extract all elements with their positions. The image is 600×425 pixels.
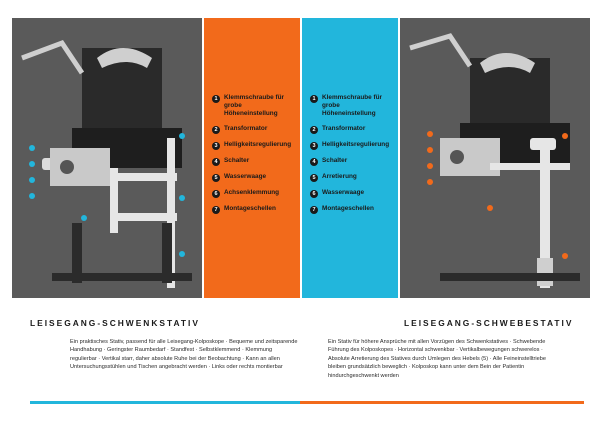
legend-number-badge: 1 <box>310 95 318 103</box>
legend-label: Helligkeitsregulierung <box>322 141 390 148</box>
swing-stand-photo <box>12 18 202 298</box>
legend-number-badge: 3 <box>212 142 220 150</box>
legend-item <box>310 141 392 150</box>
legend-number-badge: 2 <box>212 126 220 134</box>
legend-number-badge: 6 <box>212 190 220 198</box>
legend-label: Schalter <box>224 157 250 164</box>
legend-item <box>310 125 392 134</box>
legend-item <box>310 157 392 166</box>
swing-stand-legend <box>204 18 300 298</box>
floating-stand-title: LEISEGANG-SCHWEBESTATIV <box>404 318 574 328</box>
legend-label: Wasserwaage <box>322 189 365 196</box>
legend-label: Transformator <box>322 125 366 132</box>
swing-stand-title: LEISEGANG-SCHWENKSTATIV <box>30 318 200 328</box>
legend-item <box>212 173 294 182</box>
legend-label: Achsenklemmung <box>224 189 280 196</box>
legend-number-badge: 3 <box>310 142 318 150</box>
legend-item <box>310 94 392 118</box>
legend-item <box>212 205 294 214</box>
legend-label: Schalter <box>322 157 348 164</box>
floating-stand-photo <box>400 18 590 298</box>
legend-number-badge: 1 <box>212 95 220 103</box>
legend-number-badge: 5 <box>310 174 318 182</box>
legend-number-badge: 7 <box>310 206 318 214</box>
legend-label: Transformator <box>224 125 268 132</box>
swing-stand-description: Ein praktisches Stativ, passend für alle Leisegang-Kolposkope · Bequeme und zeitsparende Handhabung · Geringster Raumbedarf · Standfest · Selbstklemmend · Klemmung regulierbar · Vertikal starr, daher absolute Ruhe bei der Beobachtung · Kann an allen Untersuchungsstühlen und Tischen angebracht werden · Links oder rechts montierbar <box>70 339 298 371</box>
legend-label: Helligkeitsregulierung <box>224 141 292 148</box>
legend-item <box>212 94 294 118</box>
legend-item <box>310 173 392 182</box>
legend-item <box>212 189 294 198</box>
legend-number-badge: 4 <box>212 158 220 166</box>
legend-item <box>310 189 392 198</box>
legend-number-badge: 2 <box>310 126 318 134</box>
floating-stand-legend <box>302 18 398 298</box>
legend-label: Arretierung <box>322 173 357 180</box>
cyan-divider <box>30 401 300 404</box>
legend-number-badge: 7 <box>212 206 220 214</box>
legend-item <box>212 125 294 134</box>
legend-item <box>212 157 294 166</box>
legend-number-badge: 6 <box>310 190 318 198</box>
legend-label: Klemmschraube für grobe Höheneinstellung <box>322 94 383 117</box>
legend-label: Montageschellen <box>224 205 276 212</box>
legend-label: Klemmschraube für grobe Höheneinstellung <box>224 94 285 117</box>
legend-item <box>212 141 294 150</box>
orange-divider <box>300 401 584 404</box>
legend-number-badge: 5 <box>212 174 220 182</box>
legend-label: Wasserwaage <box>224 173 267 180</box>
legend-label: Montageschellen <box>322 205 374 212</box>
legend-number-badge: 4 <box>310 158 318 166</box>
floating-stand-description: Ein Stativ für höhere Ansprüche mit allen Vorzügen des Schwenkstatives · Schwebende Führung des Kolposkopes · Horizontal schwenkbar · Vertikalbewegungen schwerelos · Absolute Arretierung des Statives durch Umlegen des Hebels (5) · Alle Feineinstelltriebe bleiben grundsätzlich beweglich · Kolposkop kann unter dem Bein der Patientin hindurchgeschwenkt werden <box>328 339 546 379</box>
legend-item <box>310 205 392 214</box>
